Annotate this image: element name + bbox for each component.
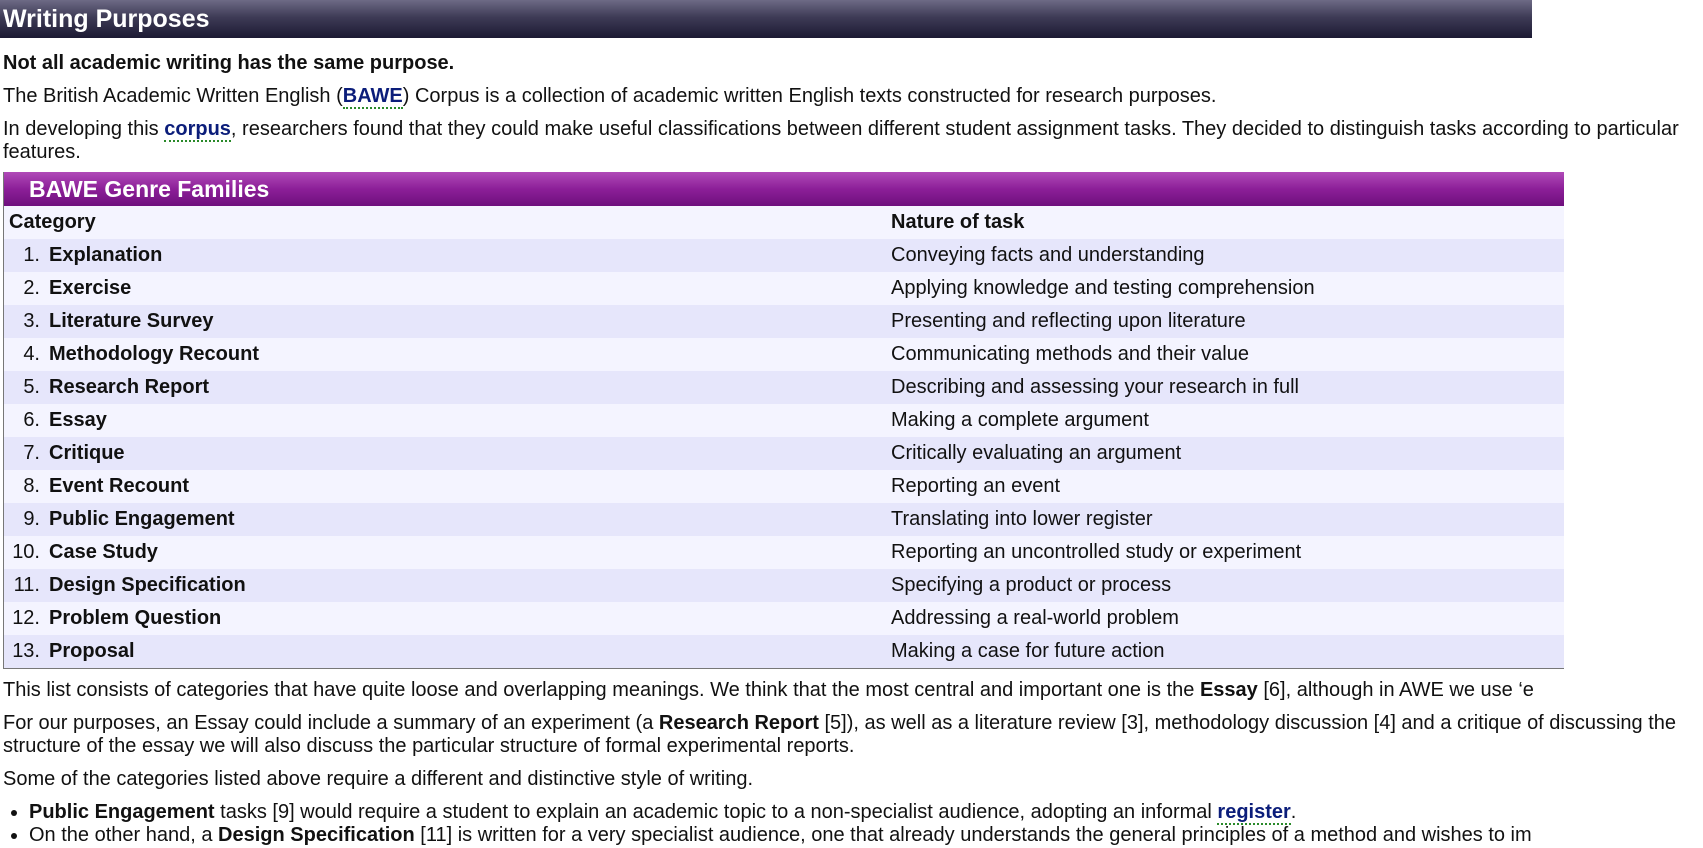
body-text: [11] is written for a very specialist audience, one that already understands the general principles of a method and wishes to im	[414, 824, 1532, 846]
genre-nature: Reporting an event	[891, 475, 1061, 497]
corpus-glossary-link[interactable]: corpus	[164, 118, 231, 140]
genre-number: 2.	[23, 277, 40, 299]
genre-table-row	[4, 272, 1564, 305]
genre-table-body	[4, 239, 1564, 668]
genre-category: Public Engagement	[49, 508, 235, 530]
style-bullet-list	[3, 801, 1532, 847]
page-title: Writing Purposes	[0, 0, 1532, 38]
genre-category: Critique	[49, 442, 125, 464]
genre-category: Proposal	[49, 640, 135, 662]
genre-category: Problem Question	[49, 607, 222, 629]
body-text: tasks [9] would require a student to explain an academic topic to a non-specialist audience, adopting an informal	[214, 801, 1218, 823]
genre-number: 11.	[13, 574, 40, 596]
intro-paragraph-2	[3, 118, 1703, 164]
genre-nature: Reporting an uncontrolled study or experiment	[891, 541, 1302, 563]
genre-nature: Translating into lower register	[891, 508, 1153, 530]
genre-table-row	[4, 602, 1564, 635]
genre-category: Explanation	[49, 244, 163, 266]
genre-category: Methodology Recount	[49, 343, 259, 365]
body-text: For our purposes, an Essay could include a summary of an experiment (a	[3, 712, 659, 734]
genre-nature: Specifying a product or process	[891, 574, 1172, 596]
genre-category: Case Study	[49, 541, 158, 563]
genre-nature: Presenting and reflecting upon literature	[891, 310, 1246, 332]
body-text: On the other hand, a	[29, 824, 219, 846]
genre-number: 13.	[12, 640, 40, 662]
intro-text: ) Corpus is a collection of academic written English texts constructed for research purposes.	[402, 85, 1217, 107]
bold-term: Essay	[1199, 679, 1258, 701]
genre-nature: Critically evaluating an argument	[891, 442, 1182, 464]
lead-sentence: Not all academic writing has the same purpose.	[3, 52, 455, 74]
paragraph-list-note	[3, 679, 1532, 702]
column-header-category: Category	[9, 211, 96, 233]
genre-nature: Applying knowledge and testing comprehension	[891, 277, 1315, 299]
genre-number: 4.	[23, 343, 40, 365]
genre-number: 6.	[23, 409, 40, 431]
bold-term: Public Engagement	[29, 801, 215, 823]
register-glossary-link[interactable]: register	[1217, 801, 1291, 823]
body-text: This list consists of categories that have quite loose and overlapping meanings. We think that the most central and important one is the	[3, 679, 1200, 701]
genre-nature: Addressing a real-world problem	[891, 607, 1179, 629]
genre-table-row	[4, 536, 1564, 569]
body-text: .	[1290, 801, 1297, 823]
genre-category: Literature Survey	[49, 310, 214, 332]
genre-number: 9.	[23, 508, 40, 530]
genre-table-title: BAWE Genre Families	[4, 172, 1564, 206]
column-header-nature: Nature of task	[891, 211, 1025, 233]
genre-table-row	[4, 239, 1564, 272]
intro-text: In developing this	[3, 118, 165, 140]
paragraph-essay-purpose	[3, 712, 1703, 758]
intro-paragraph-1	[3, 85, 1532, 108]
genre-category: Essay	[49, 409, 107, 431]
genre-table-row	[4, 635, 1564, 668]
genre-table-row	[4, 305, 1564, 338]
paragraph-categories-style: Some of the categories listed above require a different and distinctive style of writing.	[3, 768, 754, 790]
genre-nature: Communicating methods and their value	[891, 343, 1249, 365]
genre-table-row	[4, 371, 1564, 404]
genre-nature: Conveying facts and understanding	[891, 244, 1205, 266]
body-text: [5]), as well as a literature review [3], methodology discussion [4] and a critique of discussing the structure of the essay we will also discuss the particular structure of formal experimental reports.	[3, 712, 1677, 757]
genre-category: Design Specification	[49, 574, 246, 596]
genre-category: Research Report	[49, 376, 210, 398]
genre-number: 12.	[12, 607, 40, 629]
genre-table-row	[4, 569, 1564, 602]
genre-table-row	[4, 437, 1564, 470]
genre-number: 10.	[12, 541, 40, 563]
genre-category: Exercise	[49, 277, 132, 299]
genre-number: 3.	[23, 310, 40, 332]
genre-table-row	[4, 404, 1564, 437]
genre-table-row	[4, 503, 1564, 536]
genre-families-table	[3, 172, 1564, 669]
intro-text: , researchers found that they could make useful classifications between different student assignment tasks. They decided to distinguish tasks according to particular features.	[3, 118, 1679, 163]
genre-table-row	[4, 338, 1564, 371]
bullet-public-engagement	[29, 801, 1532, 824]
genre-table-header-row	[4, 206, 1564, 239]
bullet-design-specification	[29, 824, 1532, 847]
bawe-glossary-link[interactable]: BAWE	[342, 85, 403, 107]
intro-text: The British Academic Written English (	[3, 85, 343, 107]
bold-term: Design Specification	[218, 824, 415, 846]
genre-number: 8.	[23, 475, 40, 497]
genre-nature: Describing and assessing your research in full	[891, 376, 1299, 398]
genre-table-row	[4, 470, 1564, 503]
after-content	[0, 679, 1677, 847]
bold-term: Research Report	[658, 712, 819, 734]
genre-nature: Making a complete argument	[891, 409, 1149, 431]
genre-nature: Making a case for future action	[891, 640, 1165, 662]
genre-number: 7.	[23, 442, 40, 464]
main-content	[0, 52, 1679, 164]
genre-number: 5.	[23, 376, 40, 398]
body-text: [6], although in AWE we use ‘e	[1257, 679, 1534, 701]
genre-category: Event Recount	[49, 475, 190, 497]
genre-number: 1.	[23, 244, 40, 266]
